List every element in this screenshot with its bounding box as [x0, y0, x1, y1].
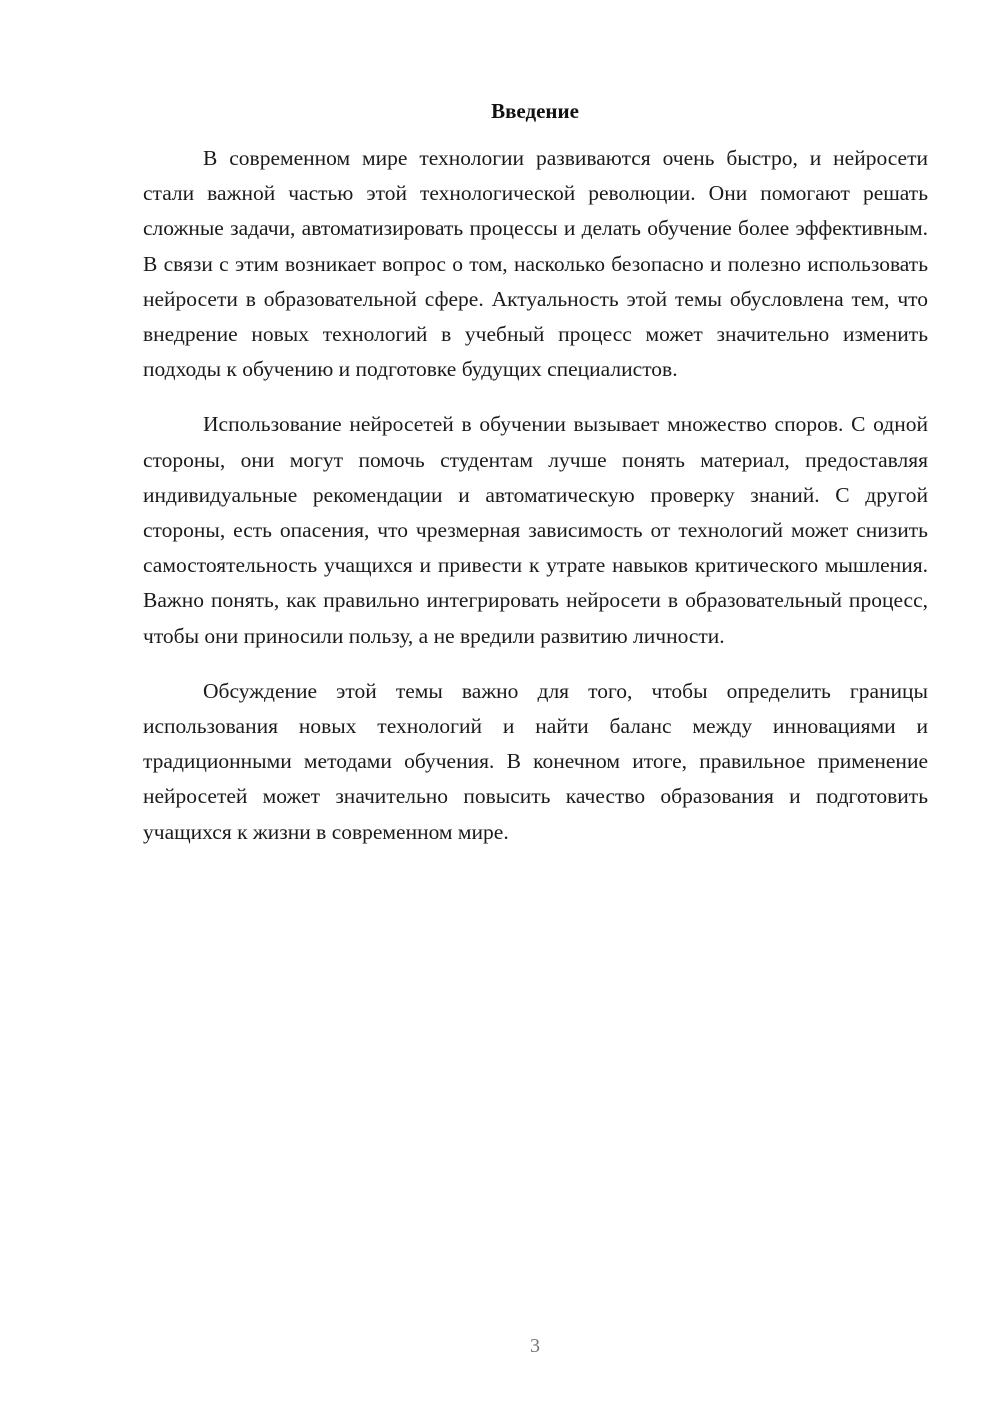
page-number: 3	[530, 1335, 540, 1357]
section-heading: Введение	[491, 99, 579, 123]
paragraph-3: Обсуждение этой темы важно для того, чтобы определить границы использования новых технологий и найти баланс между инновациями и традиционными методами обучения. В конечном итоге, правильное применение нейросетей может значительно повысить качество образования и подготовить учащихся к жизни в современном мире.	[143, 678, 928, 844]
body-text	[143, 141, 928, 870]
paragraph-1: В современном мире технологии развиваются очень быстро, и нейросети стали важной частью этой технологической революции. Они помогают решать сложные задачи, автоматизировать процессы и делать обучение более эффективным. В связи с этим возникает вопрос о том, насколько безопасно и полезно использовать нейросети в образовательной сфере. Актуальность этой темы обусловлена тем, что внедрение новых технологий в учебный процесс может значительно изменить подходы к обучению и подготовке будущих специалистов.	[143, 146, 928, 382]
paragraph-2: Использование нейросетей в обучении вызывает множество споров. С одной стороны, они могут помочь студентам лучше понять материал, предоставляя индивидуальные рекомендации и автоматическую проверку знаний. С другой стороны, есть опасения, что чрезмерная зависимость от технологий может снизить самостоятельность учащихся и привести к утрате навыков критического мышления. Важно понять, как правильно интегрировать нейросети в образовательный процесс, чтобы они приносили пользу, а не вредили развитию личности.	[143, 412, 928, 648]
